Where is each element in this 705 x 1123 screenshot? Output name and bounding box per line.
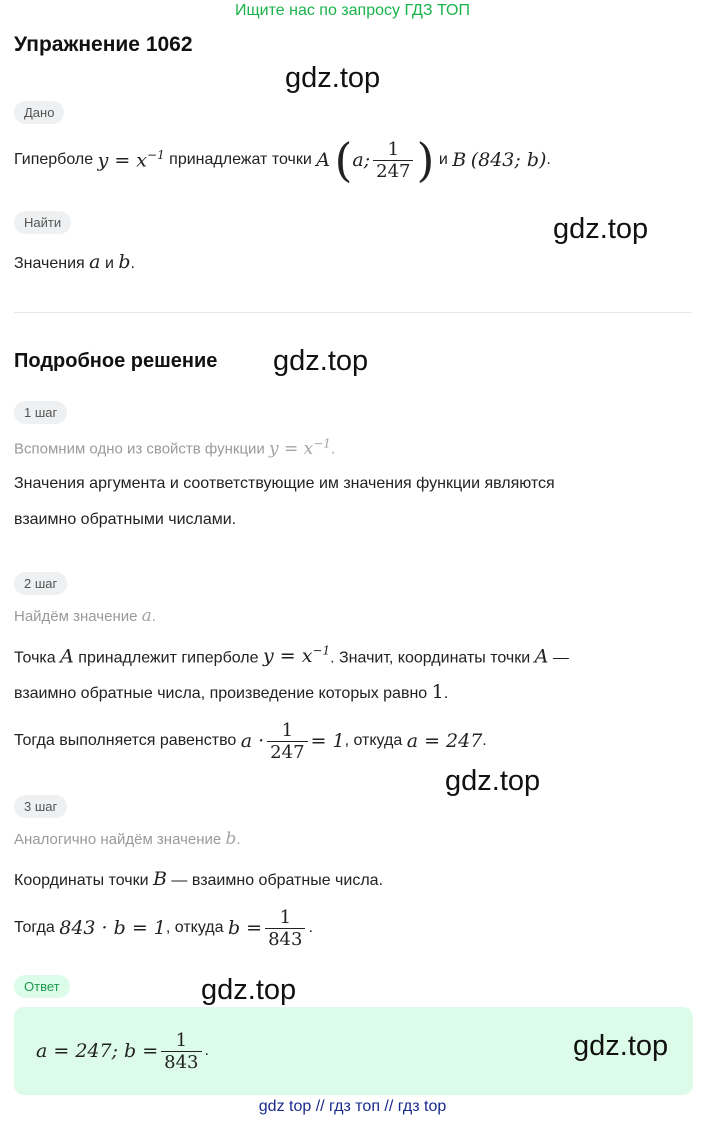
page-title: Упражнение 1062 [14,33,193,56]
given-text: Гиперболе [14,151,94,168]
given-chip: Дано [14,101,64,124]
step-3-fraction: $\frac{1}{843}$ [265,907,305,950]
hyperbola-formula: $y = x^{-1}$ [97,148,165,172]
answer-chip: Ответ [14,975,70,998]
step-2-line-1: Точка A принадлежит гиперболе $y = x^{-1}$. Значит, координаты точки A — [14,644,569,668]
find-chip: Найти [14,211,71,234]
given-text: и [438,151,448,168]
watermark: gdz.top [553,213,649,245]
find-statement: Значения a и b. [14,251,135,273]
point-b-coords: (843; b) [470,149,547,171]
watermark: gdz.top [573,1030,669,1062]
point-a-label: A [316,149,330,171]
watermark: gdz.top [445,765,541,797]
step-2-chip-wrap [14,572,67,595]
answer-chip-wrap [14,975,70,998]
footer-links[interactable]: gdz top // гдз топ // гдз top [258,1098,447,1115]
step-3-line-1: Координаты точки B — взаимно обратные числа. [14,868,384,890]
step-2-line-2: взаимно обратные числа, произведение которых равно 1. [14,681,449,703]
find-section [14,211,71,234]
step-3-line-2: Тогда 843 · b = 1 , откуда b = $\frac{1}{843}$ . [14,906,313,950]
watermark: gdz.top [273,345,369,377]
step-1-hint: Вспомним одно из свойств функции $y = x^{-1}$. [14,436,336,459]
right-paren: ) [416,133,435,187]
given-section [14,101,64,124]
watermark: gdz.top [201,974,297,1006]
step-2-chip: 2 шаг [14,572,67,595]
step-1-line-1: Значения аргумента и соответствующие им значения функции являются [14,475,555,492]
search-banner: Ищите нас по запросу ГДЗ ТОП [235,2,470,19]
step-2-line-3: Тогда выполняется равенство a · $\frac{1}{247}$ = 1 , откуда a = 247 . [14,719,487,763]
answer-fraction: $\frac{1}{843}$ [161,1030,201,1073]
step-1-chip: 1 шаг [14,401,67,424]
point-b-label: B [452,149,467,171]
given-text: принадлежат точки [169,151,312,168]
point-a-x: a; [352,149,371,171]
given-statement: Гиперболе $y = x^{-1}$ принадлежат точки A ( a; $\frac{1}{247}$ ) и B (843; b) . [14,133,551,187]
step-2-fraction: $\frac{1}{247}$ [267,720,307,763]
watermark: gdz.top [285,62,381,94]
solution-title: Подробное решение [14,350,218,372]
step-1-line-2: взаимно обратными числами. [14,511,237,528]
step-1-chip-wrap [14,401,67,424]
step-3-hint: Аналогично найдём значение b. [14,829,241,849]
point-a-fraction: $\frac{1}{247}$ [373,139,413,182]
left-paren: ( [334,133,353,187]
section-divider [14,312,692,313]
step-2-hint: Найдём значение a. [14,606,156,626]
step-3-chip-wrap [14,795,67,818]
step-3-chip: 3 шаг [14,795,67,818]
answer-text: a = 247; b = $\frac{1}{843}$ . [36,1029,209,1073]
